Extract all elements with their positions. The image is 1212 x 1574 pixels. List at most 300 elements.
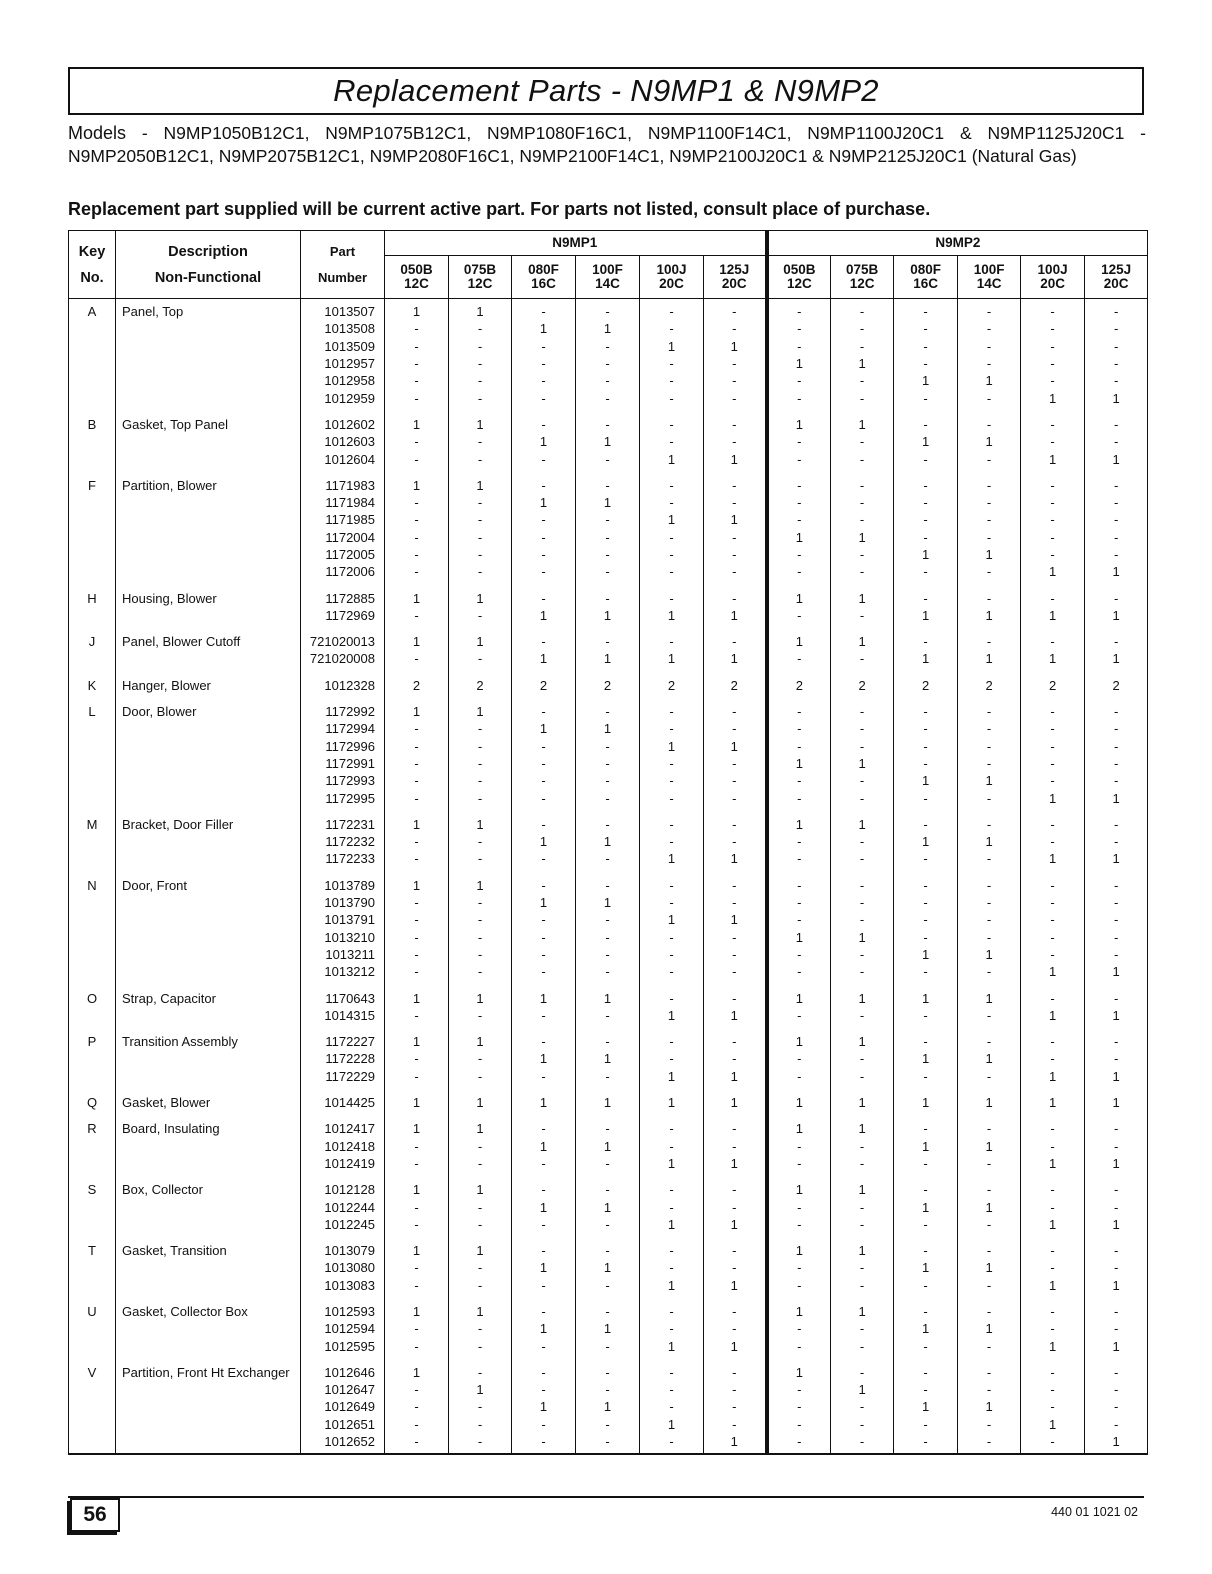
key-cell (69, 1198, 116, 1215)
table-row (69, 299, 1148, 321)
part-number-cell: 1171983 (301, 468, 385, 494)
quantity-cell: - (704, 1050, 767, 1067)
quantity-cell: 1 (704, 1216, 767, 1233)
quantity-cell: - (767, 1398, 831, 1415)
quantity-cell: - (449, 511, 512, 528)
quantity-cell: 2 (576, 668, 640, 694)
table-row (69, 694, 1148, 720)
key-cell (69, 1155, 116, 1172)
quantity-cell: - (831, 1198, 894, 1215)
quantity-cell: - (512, 850, 576, 867)
quantity-cell: - (576, 355, 640, 372)
description-cell (116, 320, 301, 337)
key-cell: S (69, 1172, 116, 1198)
quantity-cell: - (512, 1277, 576, 1294)
key-cell (69, 1277, 116, 1294)
quantity-cell: - (576, 1381, 640, 1398)
quantity-cell: 1 (958, 1137, 1021, 1154)
quantity-cell: - (449, 1007, 512, 1024)
quantity-cell: - (385, 546, 449, 563)
quantity-cell: - (512, 299, 576, 321)
quantity-cell: - (831, 738, 894, 755)
quantity-cell: - (1085, 407, 1148, 433)
quantity-cell: - (831, 850, 894, 867)
quantity-cell: - (385, 1337, 449, 1354)
quantity-cell: - (1021, 720, 1085, 737)
quantity-cell: - (512, 1294, 576, 1320)
quantity-cell: - (449, 894, 512, 911)
quantity-cell: - (894, 850, 958, 867)
quantity-cell: 1 (576, 650, 640, 667)
part-number-cell: 1172233 (301, 850, 385, 867)
key-cell (69, 1320, 116, 1337)
quantity-cell: - (1021, 929, 1085, 946)
quantity-cell: - (512, 807, 576, 833)
parts-table-body (69, 299, 1148, 1455)
quantity-cell: - (640, 894, 704, 911)
quantity-cell: - (1085, 1355, 1148, 1381)
part-number-cell: 1012651 (301, 1416, 385, 1433)
quantity-cell: - (704, 929, 767, 946)
quantity-cell: - (958, 320, 1021, 337)
quantity-cell: - (831, 1068, 894, 1085)
quantity-cell: - (1021, 807, 1085, 833)
quantity-cell: - (449, 355, 512, 372)
quantity-cell: - (704, 580, 767, 606)
quantity-cell: - (831, 1137, 894, 1154)
quantity-cell: - (449, 850, 512, 867)
quantity-cell: - (831, 338, 894, 355)
quantity-cell: - (958, 355, 1021, 372)
quantity-cell: - (894, 1111, 958, 1137)
table-row (69, 963, 1148, 980)
quantity-cell: 1 (385, 1233, 449, 1259)
quantity-cell: 1 (704, 738, 767, 755)
quantity-cell: 1 (449, 1111, 512, 1137)
quantity-cell: 1 (385, 299, 449, 321)
quantity-cell: - (576, 372, 640, 389)
quantity-cell: - (767, 299, 831, 321)
quantity-cell: 1 (1085, 1085, 1148, 1111)
quantity-cell: 1 (1085, 1433, 1148, 1454)
quantity-cell: - (958, 1294, 1021, 1320)
quantity-cell: 1 (576, 1320, 640, 1337)
quantity-cell: - (894, 338, 958, 355)
quantity-cell: 1 (894, 1137, 958, 1154)
part-number-cell: 1013507 (301, 299, 385, 321)
quantity-cell: - (449, 833, 512, 850)
quantity-cell: 1 (449, 468, 512, 494)
quantity-cell: - (1021, 433, 1085, 450)
quantity-cell: - (704, 772, 767, 789)
quantity-cell: 1 (704, 1337, 767, 1354)
quantity-cell: - (704, 720, 767, 737)
table-header-row-1 (69, 231, 1148, 256)
quantity-cell: 1 (385, 694, 449, 720)
table-row (69, 1198, 1148, 1215)
quantity-cell: - (385, 738, 449, 755)
quantity-cell: - (576, 738, 640, 755)
quantity-cell: - (704, 529, 767, 546)
quantity-cell: 1 (958, 1398, 1021, 1415)
quantity-cell: 1 (576, 494, 640, 511)
quantity-cell: - (704, 1416, 767, 1433)
header-model-col: 100F 14C (576, 256, 640, 299)
key-cell: R (69, 1111, 116, 1137)
quantity-cell: 1 (576, 1398, 640, 1415)
quantity-cell: - (958, 1024, 1021, 1050)
quantity-cell: - (831, 1259, 894, 1276)
table-row (69, 807, 1148, 833)
quantity-cell: - (958, 929, 1021, 946)
quantity-cell: - (449, 1433, 512, 1454)
quantity-cell: - (1021, 833, 1085, 850)
quantity-cell: - (1021, 772, 1085, 789)
header-model-col: 050B 12C (767, 256, 831, 299)
quantity-cell: - (1085, 946, 1148, 963)
part-number-cell: 1012959 (301, 389, 385, 406)
description-cell (116, 772, 301, 789)
quantity-cell: 2 (831, 668, 894, 694)
table-row (69, 772, 1148, 789)
quantity-cell: 1 (449, 868, 512, 894)
table-row (69, 1233, 1148, 1259)
quantity-cell: - (385, 963, 449, 980)
quantity-cell: - (640, 1294, 704, 1320)
header-model-col: 100J 20C (640, 256, 704, 299)
quantity-cell: - (512, 529, 576, 546)
description-cell (116, 1050, 301, 1067)
models-text: - N9MP1050B12C1, N9MP1075B12C1, N9MP1080F16C1, N9MP1100F14C1, N9MP1100J20C1 & N9MP1125J20C1 - N9MP2050B12C1, N9MP2075B12C1, N9MP2080F16C1, N9MP2100F14C1, N9MP2100J20C1 & N9MP2125J20C1 (Natural Gas) (68, 123, 1146, 166)
quantity-cell: - (640, 833, 704, 850)
quantity-cell: - (704, 1398, 767, 1415)
quantity-cell: - (512, 1216, 576, 1233)
quantity-cell: - (449, 1398, 512, 1415)
quantity-cell: 1 (894, 1259, 958, 1276)
description-cell (116, 929, 301, 946)
header-key-line1: Key (78, 243, 106, 260)
quantity-cell: - (767, 946, 831, 963)
quantity-cell: - (640, 546, 704, 563)
header-model-col: 100J 20C (1021, 256, 1085, 299)
quantity-cell: - (640, 320, 704, 337)
quantity-cell: - (831, 789, 894, 806)
description-cell (116, 450, 301, 467)
quantity-cell: 1 (449, 1024, 512, 1050)
description-cell: Board, Insulating (116, 1111, 301, 1137)
quantity-cell: 1 (640, 650, 704, 667)
quantity-cell: - (1021, 320, 1085, 337)
part-number-cell: 1012649 (301, 1398, 385, 1415)
quantity-cell: - (894, 511, 958, 528)
key-cell (69, 833, 116, 850)
quantity-cell: - (640, 407, 704, 433)
quantity-cell: 1 (767, 624, 831, 650)
quantity-cell: - (640, 1355, 704, 1381)
quantity-cell: - (1085, 1050, 1148, 1067)
quantity-cell: - (704, 1024, 767, 1050)
quantity-cell: - (704, 563, 767, 580)
quantity-cell: - (385, 355, 449, 372)
quantity-cell: - (958, 1277, 1021, 1294)
quantity-cell: - (640, 563, 704, 580)
quantity-cell: - (640, 433, 704, 450)
quantity-cell: - (1085, 772, 1148, 789)
quantity-cell: - (512, 338, 576, 355)
key-cell: F (69, 468, 116, 494)
quantity-cell: - (958, 1381, 1021, 1398)
quantity-cell: 1 (704, 850, 767, 867)
key-cell (69, 1050, 116, 1067)
quantity-cell: - (385, 650, 449, 667)
quantity-cell: - (958, 468, 1021, 494)
quantity-cell: - (894, 1294, 958, 1320)
table-row (69, 1398, 1148, 1415)
part-number-cell: 1012593 (301, 1294, 385, 1320)
quantity-cell: 1 (1085, 963, 1148, 980)
key-cell (69, 946, 116, 963)
description-cell (116, 1320, 301, 1337)
quantity-cell: - (512, 1111, 576, 1137)
quantity-cell: 1 (958, 833, 1021, 850)
table-row (69, 1050, 1148, 1067)
key-cell (69, 850, 116, 867)
part-number-cell: 1012128 (301, 1172, 385, 1198)
quantity-cell: 1 (958, 607, 1021, 624)
quantity-cell: - (512, 1381, 576, 1398)
table-row (69, 1068, 1148, 1085)
quantity-cell: - (1085, 494, 1148, 511)
quantity-cell: - (958, 694, 1021, 720)
quantity-cell: - (385, 320, 449, 337)
quantity-cell: 1 (512, 1085, 576, 1111)
quantity-cell: - (385, 720, 449, 737)
part-number-cell: 1012418 (301, 1137, 385, 1154)
quantity-cell: - (512, 1233, 576, 1259)
key-cell: N (69, 868, 116, 894)
quantity-cell: - (449, 494, 512, 511)
quantity-cell: 1 (704, 511, 767, 528)
quantity-cell: 1 (1085, 450, 1148, 467)
quantity-cell: 1 (894, 1398, 958, 1415)
part-number-cell: 721020013 (301, 624, 385, 650)
description-cell: Box, Collector (116, 1172, 301, 1198)
key-cell (69, 529, 116, 546)
quantity-cell: - (576, 1155, 640, 1172)
quantity-cell: - (576, 580, 640, 606)
quantity-cell: - (449, 1277, 512, 1294)
quantity-cell: - (449, 338, 512, 355)
models-list (68, 122, 1146, 168)
table-row (69, 946, 1148, 963)
quantity-cell: 1 (385, 1111, 449, 1137)
key-cell (69, 1068, 116, 1085)
quantity-cell: - (704, 494, 767, 511)
quantity-cell: - (958, 563, 1021, 580)
quantity-cell: - (449, 1259, 512, 1276)
quantity-cell: 1 (385, 468, 449, 494)
quantity-cell: - (767, 546, 831, 563)
quantity-cell: - (576, 1416, 640, 1433)
description-cell: Panel, Blower Cutoff (116, 624, 301, 650)
quantity-cell: - (576, 299, 640, 321)
quantity-cell: - (894, 624, 958, 650)
quantity-cell: - (894, 894, 958, 911)
quantity-cell: - (640, 963, 704, 980)
quantity-cell: - (576, 807, 640, 833)
quantity-cell: 2 (385, 668, 449, 694)
part-number-cell: 1012647 (301, 1381, 385, 1398)
quantity-cell: - (767, 1198, 831, 1215)
quantity-cell: - (385, 450, 449, 467)
quantity-cell: - (512, 468, 576, 494)
key-cell (69, 1416, 116, 1433)
quantity-cell: - (831, 1155, 894, 1172)
quantity-cell: 1 (831, 1024, 894, 1050)
quantity-cell: - (704, 833, 767, 850)
quantity-cell: - (576, 963, 640, 980)
key-cell: T (69, 1233, 116, 1259)
quantity-cell: - (576, 468, 640, 494)
quantity-cell: - (958, 720, 1021, 737)
table-row (69, 355, 1148, 372)
part-number-cell: 1012328 (301, 668, 385, 694)
quantity-cell: - (640, 694, 704, 720)
table-row (69, 433, 1148, 450)
quantity-cell: - (831, 389, 894, 406)
part-number-cell: 1012646 (301, 1355, 385, 1381)
quantity-cell: - (894, 468, 958, 494)
quantity-cell: - (1085, 980, 1148, 1006)
quantity-cell: - (576, 694, 640, 720)
quantity-cell: 1 (767, 1111, 831, 1137)
quantity-cell: - (704, 546, 767, 563)
quantity-cell: - (449, 1137, 512, 1154)
key-cell (69, 450, 116, 467)
quantity-cell: - (640, 1050, 704, 1067)
quantity-cell: - (767, 372, 831, 389)
table-row (69, 607, 1148, 624)
quantity-cell: - (831, 833, 894, 850)
quantity-cell: - (512, 755, 576, 772)
quantity-cell: 1 (704, 607, 767, 624)
quantity-cell: 1 (767, 529, 831, 546)
part-number-cell: 1012957 (301, 355, 385, 372)
quantity-cell: 1 (1021, 789, 1085, 806)
quantity-cell: - (449, 1198, 512, 1215)
quantity-cell: - (767, 450, 831, 467)
quantity-cell: 1 (704, 450, 767, 467)
quantity-cell: - (640, 929, 704, 946)
quantity-cell: - (958, 624, 1021, 650)
quantity-cell: - (1021, 1172, 1085, 1198)
quantity-cell: 1 (1021, 1085, 1085, 1111)
description-cell (116, 894, 301, 911)
quantity-cell: 1 (449, 624, 512, 650)
quantity-cell: - (385, 929, 449, 946)
quantity-cell: 1 (1085, 563, 1148, 580)
quantity-cell: - (1085, 1294, 1148, 1320)
quantity-cell: 1 (1085, 1155, 1148, 1172)
quantity-cell: 1 (512, 1198, 576, 1215)
quantity-cell: 1 (1085, 607, 1148, 624)
quantity-cell: - (894, 407, 958, 433)
quantity-cell: - (767, 833, 831, 850)
quantity-cell: 1 (831, 1381, 894, 1398)
quantity-cell: - (1021, 511, 1085, 528)
quantity-cell: - (1085, 546, 1148, 563)
quantity-cell: - (767, 1007, 831, 1024)
quantity-cell: - (894, 450, 958, 467)
quantity-cell: - (512, 929, 576, 946)
quantity-cell: - (894, 755, 958, 772)
quantity-cell: - (385, 1155, 449, 1172)
quantity-cell: - (512, 1068, 576, 1085)
quantity-cell: - (512, 772, 576, 789)
quantity-cell: - (704, 1198, 767, 1215)
quantity-cell: - (894, 1007, 958, 1024)
description-cell: Gasket, Transition (116, 1233, 301, 1259)
quantity-cell: - (894, 1337, 958, 1354)
part-number-cell: 1172996 (301, 738, 385, 755)
quantity-cell: - (767, 1216, 831, 1233)
quantity-cell: - (1085, 372, 1148, 389)
quantity-cell: - (449, 372, 512, 389)
quantity-cell: - (1021, 1381, 1085, 1398)
quantity-cell: - (512, 868, 576, 894)
quantity-cell: 1 (640, 607, 704, 624)
quantity-cell: - (767, 1433, 831, 1454)
quantity-cell: 1 (958, 1320, 1021, 1337)
quantity-cell: - (512, 694, 576, 720)
description-cell: Gasket, Collector Box (116, 1294, 301, 1320)
quantity-cell: - (449, 1050, 512, 1067)
quantity-cell: 1 (576, 1198, 640, 1215)
part-number-cell: 1172004 (301, 529, 385, 546)
description-cell (116, 511, 301, 528)
quantity-cell: 1 (1085, 850, 1148, 867)
quantity-cell: - (958, 807, 1021, 833)
quantity-cell: - (1021, 755, 1085, 772)
quantity-cell: 1 (1085, 1216, 1148, 1233)
quantity-cell: - (831, 450, 894, 467)
quantity-cell: 1 (831, 755, 894, 772)
quantity-cell: - (576, 338, 640, 355)
quantity-cell: - (831, 1216, 894, 1233)
description-cell (116, 1068, 301, 1085)
quantity-cell: 1 (831, 407, 894, 433)
quantity-cell: 1 (640, 1216, 704, 1233)
quantity-cell: 1 (704, 1007, 767, 1024)
quantity-cell: 1 (576, 1085, 640, 1111)
quantity-cell: - (385, 1277, 449, 1294)
quantity-cell: - (1021, 338, 1085, 355)
quantity-cell: - (831, 299, 894, 321)
quantity-cell: - (958, 789, 1021, 806)
quantity-cell: - (1085, 911, 1148, 928)
quantity-cell: - (704, 755, 767, 772)
quantity-cell: - (1021, 355, 1085, 372)
key-cell: U (69, 1294, 116, 1320)
header-model-col: 075B 12C (831, 256, 894, 299)
quantity-cell: 1 (1021, 389, 1085, 406)
key-cell (69, 338, 116, 355)
table-row (69, 511, 1148, 528)
table-row (69, 1111, 1148, 1137)
quantity-cell: - (512, 511, 576, 528)
quantity-cell: - (958, 755, 1021, 772)
quantity-cell: 1 (449, 580, 512, 606)
